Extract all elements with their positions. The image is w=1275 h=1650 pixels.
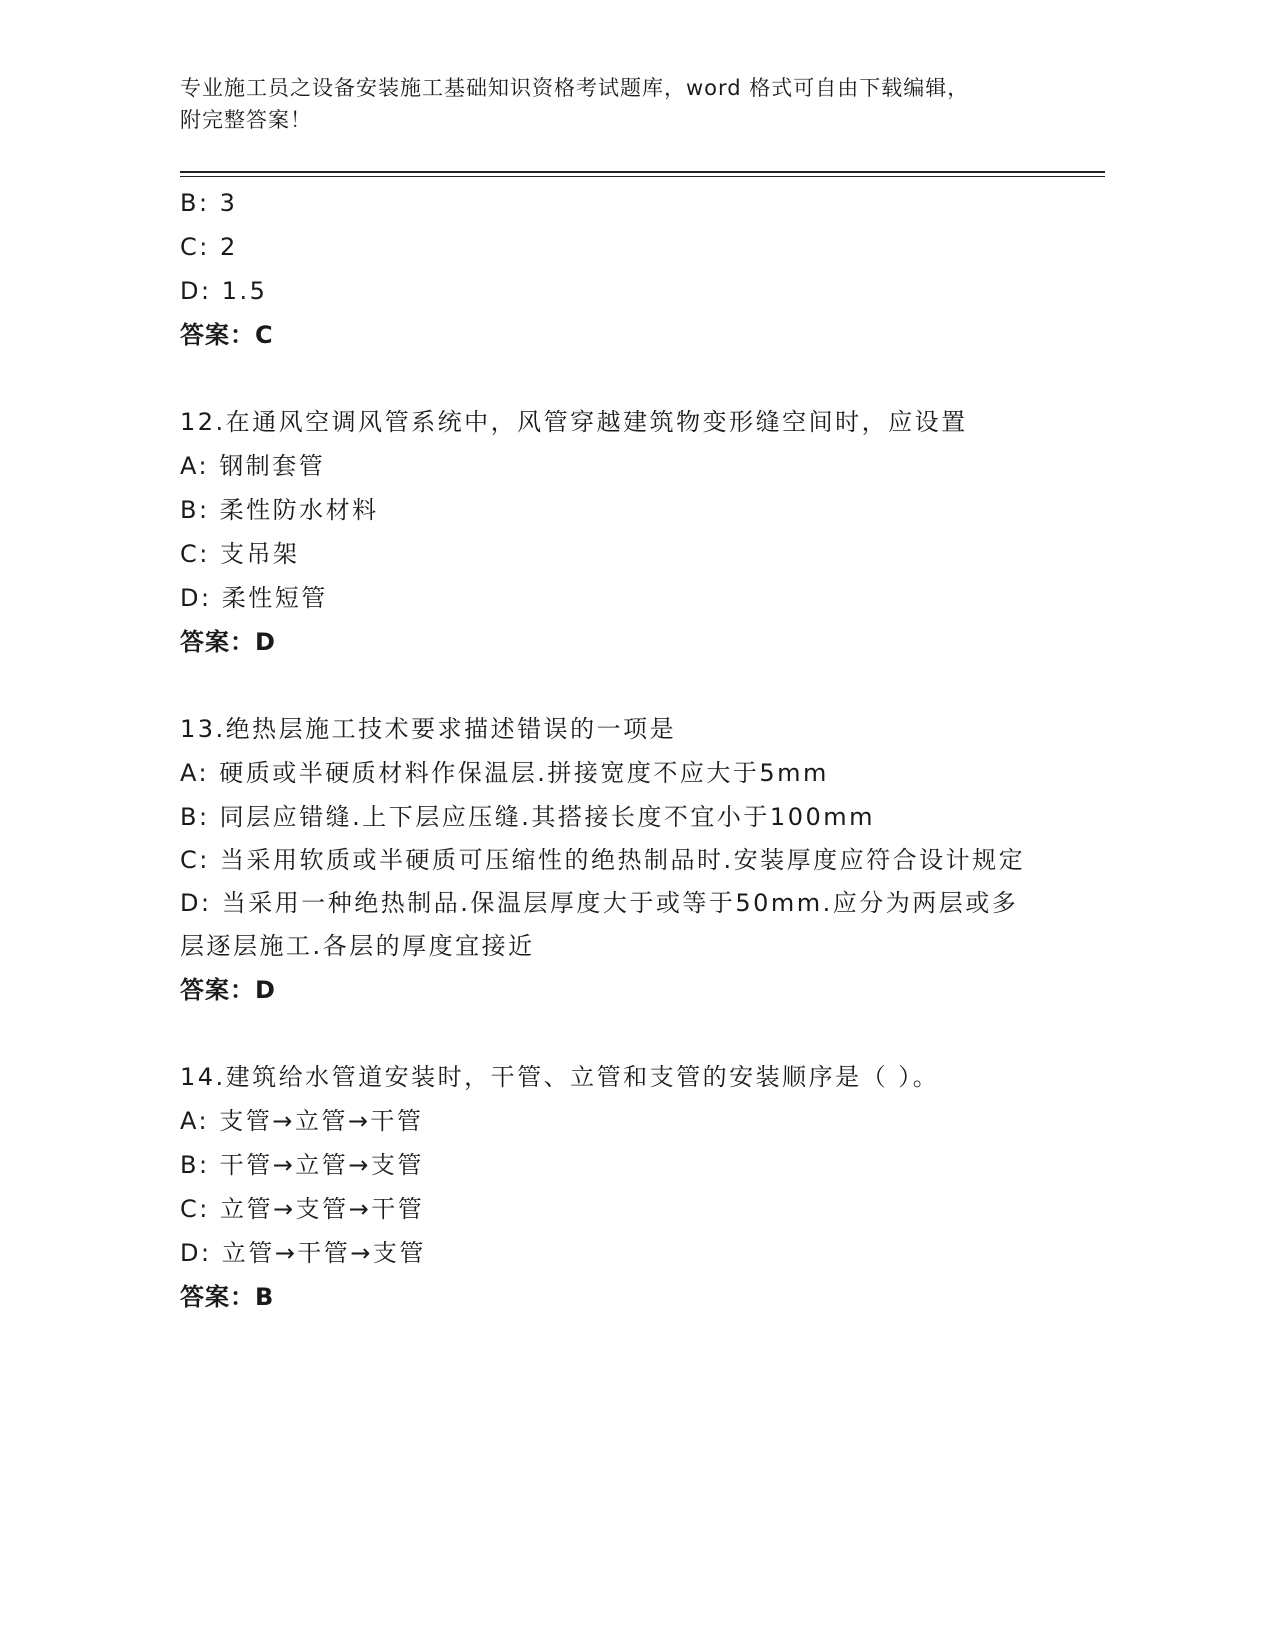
header-divider-thin [180, 176, 1105, 177]
answer: 答案：B [180, 1283, 275, 1311]
question-list [180, 181, 1040, 1319]
option-d: D: 1.5 [180, 277, 268, 305]
option-b: B: 柔性防水材料 [180, 496, 379, 524]
answer: 答案：D [180, 976, 276, 1004]
answer: 答案：D [180, 628, 276, 656]
option-a: A: 钢制套管 [180, 452, 326, 480]
answer: 答案：C [180, 321, 274, 349]
option-c: C: 当采用软质或半硬质可压缩性的绝热制品时.安装厚度应符合设计规定 [180, 846, 1026, 874]
option-b: B: 3 [180, 189, 238, 217]
option-c: C: 2 [180, 233, 238, 261]
option-d: D: 柔性短管 [180, 584, 328, 612]
option-b: B: 同层应错缝.上下层应压缝.其搭接长度不宜小于100mm [180, 803, 876, 831]
option-c: C: 支吊架 [180, 540, 300, 568]
header-line-2: 附完整答案！ [180, 108, 312, 132]
question-text: 14.建筑给水管道安装时，干管、立管和支管的安装顺序是（ ）。 [180, 1063, 940, 1091]
option-b: B: 干管→立管→支管 [180, 1151, 424, 1179]
option-a: A: 支管→立管→干管 [180, 1107, 424, 1135]
question-block-13 [180, 707, 1040, 1012]
page-header [180, 72, 1080, 136]
header-divider-thick [180, 171, 1105, 173]
question-block-12 [180, 400, 1040, 664]
question-text: 13.绝热层施工技术要求描述错误的一项是 [180, 715, 677, 743]
question-block-14 [180, 1055, 1040, 1319]
option-d: D: 当采用一种绝热制品.保温层厚度大于或等于50mm.应分为两层或多层逐层施工.各层的厚度宜接近 [180, 889, 1019, 960]
option-c: C: 立管→支管→干管 [180, 1195, 425, 1223]
question-text: 12.在通风空调风管系统中，风管穿越建筑物变形缝空间时，应设置 [180, 408, 968, 436]
option-a: A: 硬质或半硬质材料作保温层.拼接宽度不应大于5mm [180, 759, 829, 787]
question-block-11 [180, 181, 1040, 357]
option-d: D: 立管→干管→支管 [180, 1239, 426, 1267]
header-line-1: 专业施工员之设备安装施工基础知识资格考试题库，word 格式可自由下载编辑， [180, 76, 970, 100]
